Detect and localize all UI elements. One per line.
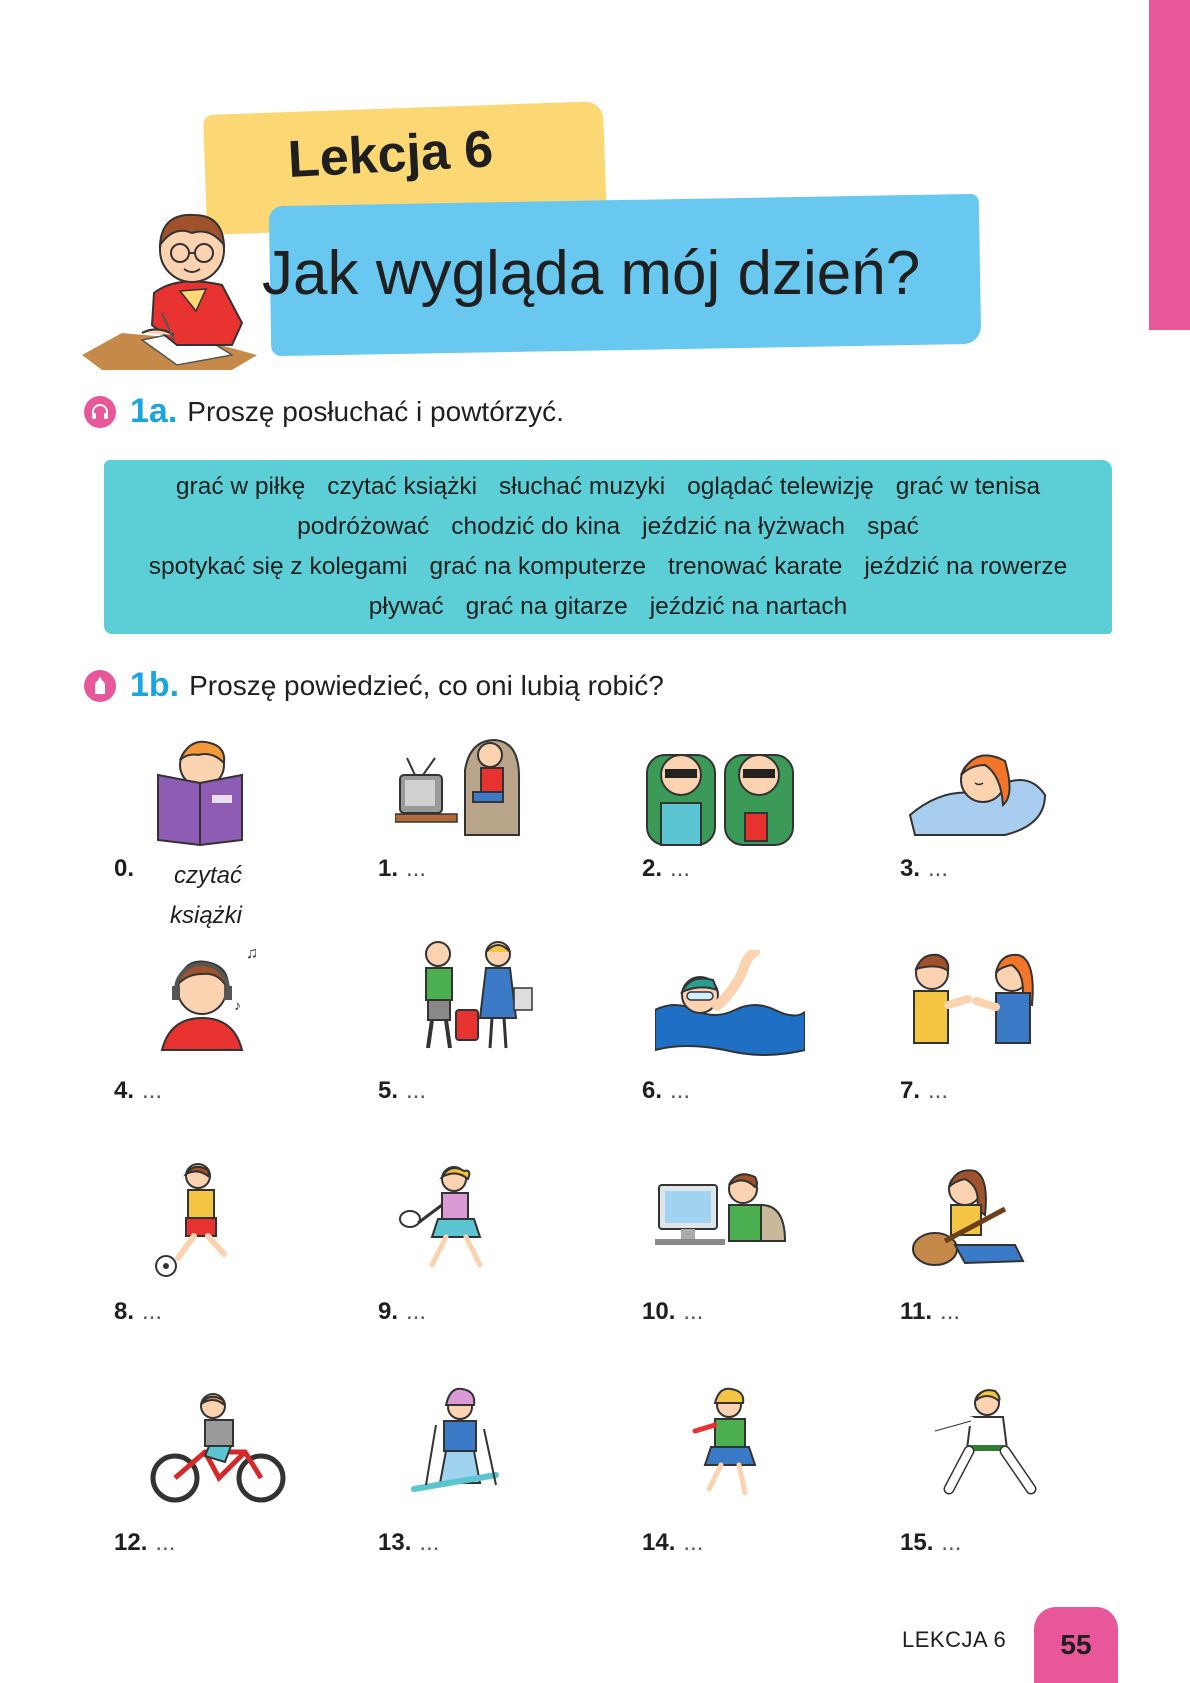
- item-label: [642, 1077, 690, 1105]
- answer-blank[interactable]: ...: [419, 1529, 440, 1556]
- girl-playing-guitar-picture: [905, 1165, 1055, 1280]
- answer-blank[interactable]: ...: [928, 1077, 949, 1104]
- item-label: [378, 1298, 426, 1326]
- item-label: [114, 855, 142, 883]
- word-bank-item: grać w tenisa: [895, 473, 1041, 500]
- word-bank-row: [104, 473, 1112, 501]
- svg-text:♪: ♪: [234, 997, 241, 1013]
- speaking-icon[interactable]: [84, 670, 116, 702]
- word-bank-row: [104, 593, 1112, 621]
- word-bank-item: pływać: [368, 593, 444, 620]
- girl-sleeping-picture: [905, 735, 1055, 850]
- item-label: [378, 1077, 426, 1105]
- kids-meeting-picture: [900, 945, 1050, 1060]
- word-bank-item: słuchać muzyki: [499, 473, 666, 500]
- answer-blank[interactable]: ...: [155, 1529, 176, 1556]
- word-bank-item: podróżować: [297, 513, 430, 540]
- word-bank-item: chodzić do kina: [451, 513, 621, 540]
- item-number: 3.: [900, 855, 921, 882]
- item-number: 13.: [378, 1529, 412, 1556]
- answer-blank[interactable]: ...: [940, 1298, 961, 1325]
- answer-blank[interactable]: ...: [683, 1298, 704, 1325]
- item-number: 1.: [378, 855, 399, 882]
- headphones-icon[interactable]: [84, 396, 116, 428]
- kids-at-cinema-picture: [645, 735, 795, 850]
- item-number: 9.: [378, 1298, 399, 1325]
- answer-blank[interactable]: ...: [406, 1077, 427, 1104]
- exercise-1a-header: [84, 392, 564, 431]
- item-label: [642, 1529, 703, 1557]
- item-label: [114, 1529, 175, 1557]
- exercise-number: 1a.: [130, 392, 178, 430]
- item-label: [378, 1529, 439, 1557]
- example-answer-line: czytać: [173, 862, 242, 889]
- item-number: 12.: [114, 1529, 148, 1556]
- word-bank-item: grać na komputerze: [429, 553, 647, 580]
- item-label: [642, 1298, 703, 1326]
- side-color-tab: [1149, 0, 1190, 330]
- word-bank-item: spać: [867, 513, 919, 540]
- item-label: [900, 855, 948, 883]
- exercise-1b-header: [84, 666, 664, 705]
- word-bank-item: grać w piłkę: [175, 473, 306, 500]
- item-number: 14.: [642, 1529, 676, 1556]
- word-bank-item: trenować karate: [668, 553, 843, 580]
- boy-swimming-picture: [655, 950, 805, 1065]
- girl-skiing-picture: [400, 1385, 550, 1500]
- answer-blank[interactable]: ...: [670, 855, 691, 882]
- item-label: [114, 1298, 162, 1326]
- item-number: 15.: [900, 1529, 934, 1556]
- boy-cycling-picture: [145, 1392, 295, 1507]
- example-answer: [158, 856, 242, 936]
- boy-at-computer-picture: [655, 1165, 805, 1280]
- answer-blank[interactable]: ...: [142, 1077, 163, 1104]
- word-bank-item: jeździć na rowerze: [864, 553, 1068, 580]
- word-bank-row: [104, 553, 1112, 581]
- item-number: 5.: [378, 1077, 399, 1104]
- item-number: 4.: [114, 1077, 135, 1104]
- kids-travelling-picture: [400, 940, 550, 1055]
- item-number: 10.: [642, 1298, 676, 1325]
- answer-blank[interactable]: ...: [142, 1298, 163, 1325]
- answer-blank[interactable]: ...: [941, 1529, 962, 1556]
- word-bank-item: czytać książki: [327, 473, 478, 500]
- word-bank-item: jeździć na nartach: [649, 593, 848, 620]
- item-number: 8.: [114, 1298, 135, 1325]
- word-bank-item: jeździć na łyżwach: [642, 513, 846, 540]
- girl-playing-tennis-picture: [398, 1165, 548, 1280]
- item-label: [900, 1529, 961, 1557]
- lesson-label: Lekcja 6: [286, 120, 495, 189]
- item-label: [900, 1077, 948, 1105]
- exercise-instruction: Proszę posłuchać i powtórzyć.: [187, 395, 564, 427]
- page-title: Jak wygląda mój dzień?: [262, 239, 921, 308]
- answer-blank[interactable]: ...: [406, 1298, 427, 1325]
- item-label: [114, 1077, 162, 1105]
- boy-watching-tv-picture: [395, 730, 545, 845]
- item-label: [378, 855, 426, 883]
- item-number: 11.: [900, 1298, 933, 1325]
- word-bank-item: grać na gitarze: [465, 593, 628, 620]
- example-answer-line: książki: [169, 902, 242, 929]
- boy-playing-football-picture: [150, 1162, 300, 1277]
- item-label: [642, 855, 690, 883]
- answer-blank[interactable]: ...: [928, 855, 949, 882]
- footer-lesson-label: LEKCJA 6: [902, 1627, 1007, 1652]
- boy-reading-book-picture: [150, 735, 300, 850]
- item-number: 0.: [114, 855, 135, 882]
- word-bank-item: oglądać telewizję: [687, 473, 874, 500]
- answer-blank[interactable]: ...: [406, 855, 427, 882]
- exercise-number: 1b.: [130, 666, 180, 704]
- boy-writing-illustration: [82, 205, 272, 375]
- svg-text:♫: ♫: [246, 945, 258, 962]
- word-bank-row: [104, 513, 1112, 541]
- boy-karate-picture: [905, 1385, 1055, 1500]
- item-number: 6.: [642, 1077, 663, 1104]
- item-label: [900, 1298, 960, 1326]
- page-number-badge: 55: [1034, 1607, 1118, 1683]
- girl-listening-music-picture: [150, 940, 300, 1055]
- item-number: 7.: [900, 1077, 921, 1104]
- answer-blank[interactable]: ...: [683, 1529, 704, 1556]
- word-bank-item: spotykać się z kolegami: [148, 553, 408, 580]
- item-number: 2.: [642, 855, 663, 882]
- exercise-instruction: Proszę powiedzieć, co oni lubią robić?: [189, 669, 664, 701]
- answer-blank[interactable]: ...: [670, 1077, 691, 1104]
- girl-ice-skating-picture: [655, 1385, 805, 1500]
